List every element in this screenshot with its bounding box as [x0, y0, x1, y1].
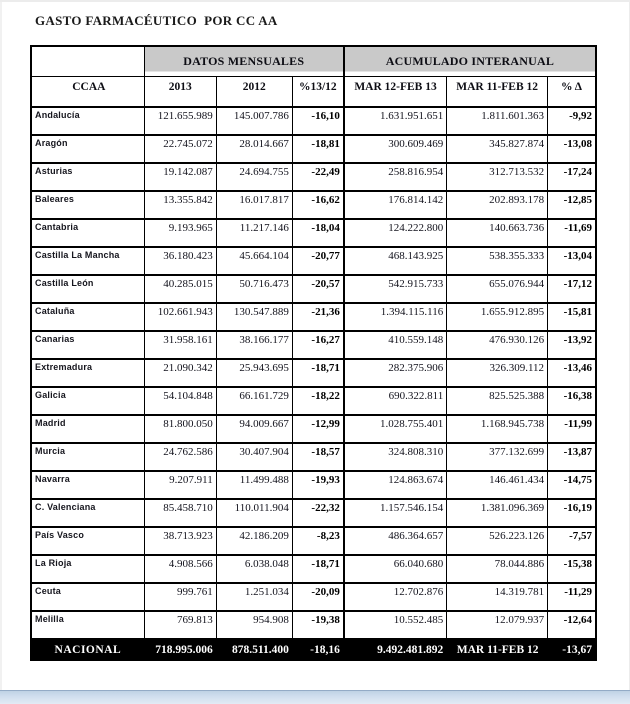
- data-cell: 345.827.874: [447, 135, 548, 163]
- total-cell: 718.995.006: [144, 639, 216, 660]
- column-header: CCAA: [31, 76, 144, 107]
- data-cell: 9.207.911: [144, 471, 216, 499]
- data-cell: 9.193.965: [144, 219, 216, 247]
- row-label: Extremadura: [31, 359, 144, 387]
- data-cell: 145.007.786: [216, 107, 292, 135]
- data-cell: -20,57: [292, 275, 343, 303]
- data-cell: 258.816.954: [344, 163, 447, 191]
- column-header: % Δ: [548, 76, 596, 107]
- row-label: Navarra: [31, 471, 144, 499]
- data-cell: 176.814.142: [344, 191, 447, 219]
- column-header: MAR 12-FEB 13: [344, 76, 447, 107]
- row-label: País Vasco: [31, 527, 144, 555]
- data-cell: 140.663.736: [447, 219, 548, 247]
- table-row: [31, 443, 596, 471]
- row-label: Andalucía: [31, 107, 144, 135]
- data-cell: -15,81: [548, 303, 596, 331]
- data-cell: 1.028.755.401: [344, 415, 447, 443]
- data-cell: -11,29: [548, 583, 596, 611]
- table-row: [31, 303, 596, 331]
- gasto-farmaceutico-table: [30, 45, 597, 661]
- data-cell: 1.811.601.363: [447, 107, 548, 135]
- data-cell: 24.762.586: [144, 443, 216, 471]
- data-cell: -21,36: [292, 303, 343, 331]
- table-row: [31, 471, 596, 499]
- data-cell: 45.664.104: [216, 247, 292, 275]
- data-cell: 94.009.667: [216, 415, 292, 443]
- window-bottom-strip: [0, 690, 630, 704]
- row-label: Ceuta: [31, 583, 144, 611]
- data-cell: 110.011.904: [216, 499, 292, 527]
- page-title: GASTO FARMACÉUTICO POR CC AA: [35, 13, 278, 28]
- data-cell: 38.713.923: [144, 527, 216, 555]
- data-cell: 300.609.469: [344, 135, 447, 163]
- data-cell: 1.394.115.116: [344, 303, 447, 331]
- table-row: [31, 611, 596, 639]
- data-cell: -19,93: [292, 471, 343, 499]
- table-row: [31, 555, 596, 583]
- data-cell: 10.552.485: [344, 611, 447, 639]
- table-row: [31, 191, 596, 219]
- table-row: [31, 107, 596, 135]
- data-cell: -22,49: [292, 163, 343, 191]
- column-header: 2012: [216, 76, 292, 107]
- row-label: Cantabria: [31, 219, 144, 247]
- data-cell: 6.038.048: [216, 555, 292, 583]
- data-cell: 38.166.177: [216, 331, 292, 359]
- data-cell: 690.322.811: [344, 387, 447, 415]
- table-row: [31, 359, 596, 387]
- data-cell: -13,92: [548, 331, 596, 359]
- data-cell: 326.309.112: [447, 359, 548, 387]
- data-cell: -13,04: [548, 247, 596, 275]
- row-label: La Rioja: [31, 555, 144, 583]
- data-cell: 954.908: [216, 611, 292, 639]
- data-cell: 538.355.333: [447, 247, 548, 275]
- data-cell: -18,22: [292, 387, 343, 415]
- group-header: DATOS MENSUALES: [144, 46, 344, 76]
- data-cell: -20,09: [292, 583, 343, 611]
- row-label: Cataluña: [31, 303, 144, 331]
- data-cell: 146.461.434: [447, 471, 548, 499]
- table-row: [31, 247, 596, 275]
- data-cell: 377.132.699: [447, 443, 548, 471]
- data-cell: -16,19: [548, 499, 596, 527]
- data-cell: 999.761: [144, 583, 216, 611]
- data-cell: 130.547.889: [216, 303, 292, 331]
- total-label: NACIONAL: [31, 639, 144, 660]
- data-cell: 1.655.912.895: [447, 303, 548, 331]
- data-cell: 102.661.943: [144, 303, 216, 331]
- table-footer: [31, 639, 596, 660]
- data-cell: -17,24: [548, 163, 596, 191]
- data-cell: 655.076.944: [447, 275, 548, 303]
- data-cell: 542.915.733: [344, 275, 447, 303]
- group-header: ACUMULADO INTERANUAL: [344, 46, 596, 76]
- row-label: Galicia: [31, 387, 144, 415]
- data-cell: -18,04: [292, 219, 343, 247]
- data-cell: 66.161.729: [216, 387, 292, 415]
- data-cell: -18,71: [292, 555, 343, 583]
- table-row: [31, 415, 596, 443]
- data-cell: 1.381.096.369: [447, 499, 548, 527]
- row-label: Canarias: [31, 331, 144, 359]
- table-row: [31, 219, 596, 247]
- data-cell: -17,12: [548, 275, 596, 303]
- data-cell: 40.285.015: [144, 275, 216, 303]
- row-label: Castilla La Mancha: [31, 247, 144, 275]
- row-label: C. Valenciana: [31, 499, 144, 527]
- data-cell: 1.168.945.738: [447, 415, 548, 443]
- row-label: Castilla León: [31, 275, 144, 303]
- data-cell: -13,46: [548, 359, 596, 387]
- data-cell: 81.800.050: [144, 415, 216, 443]
- table-row: [31, 163, 596, 191]
- total-row: [31, 639, 596, 660]
- data-cell: 476.930.126: [447, 331, 548, 359]
- data-cell: -7,57: [548, 527, 596, 555]
- row-label: Madrid: [31, 415, 144, 443]
- data-cell: -9,92: [548, 107, 596, 135]
- data-cell: 124.222.800: [344, 219, 447, 247]
- column-header-row: [31, 76, 596, 107]
- data-cell: -8,23: [292, 527, 343, 555]
- data-cell: 825.525.388: [447, 387, 548, 415]
- table-row: [31, 387, 596, 415]
- data-cell: 25.943.695: [216, 359, 292, 387]
- data-cell: 42.186.209: [216, 527, 292, 555]
- data-cell: 1.251.034: [216, 583, 292, 611]
- total-cell: 9.492.481.892: [344, 639, 447, 660]
- data-cell: -18,57: [292, 443, 343, 471]
- data-cell: 30.407.904: [216, 443, 292, 471]
- total-cell: MAR 11-FEB 12: [447, 639, 548, 660]
- data-cell: 11.217.146: [216, 219, 292, 247]
- data-cell: 16.017.817: [216, 191, 292, 219]
- data-cell: 22.745.072: [144, 135, 216, 163]
- table-row: [31, 275, 596, 303]
- group-header-spacer: [31, 46, 144, 76]
- data-cell: 24.694.755: [216, 163, 292, 191]
- data-cell: -16,62: [292, 191, 343, 219]
- data-cell: -12,99: [292, 415, 343, 443]
- data-cell: -13,08: [548, 135, 596, 163]
- table-row: [31, 135, 596, 163]
- total-cell: 878.511.400: [216, 639, 292, 660]
- data-cell: 282.375.906: [344, 359, 447, 387]
- data-cell: 36.180.423: [144, 247, 216, 275]
- row-label: Baleares: [31, 191, 144, 219]
- data-cell: -22,32: [292, 499, 343, 527]
- table-body: [31, 107, 596, 639]
- data-cell: 526.223.126: [447, 527, 548, 555]
- data-cell: 21.090.342: [144, 359, 216, 387]
- table-header: [31, 46, 596, 107]
- data-cell: -12,85: [548, 191, 596, 219]
- data-cell: 78.044.886: [447, 555, 548, 583]
- data-cell: 312.713.532: [447, 163, 548, 191]
- data-cell: 121.655.989: [144, 107, 216, 135]
- data-cell: -16,38: [548, 387, 596, 415]
- row-label: Murcia: [31, 443, 144, 471]
- data-cell: 410.559.148: [344, 331, 447, 359]
- data-cell: 54.104.848: [144, 387, 216, 415]
- group-header-row: [31, 46, 596, 76]
- data-cell: 11.499.488: [216, 471, 292, 499]
- row-label: Asturias: [31, 163, 144, 191]
- data-cell: 14.319.781: [447, 583, 548, 611]
- column-header: MAR 11-FEB 12: [447, 76, 548, 107]
- data-cell: 124.863.674: [344, 471, 447, 499]
- data-cell: 468.143.925: [344, 247, 447, 275]
- total-cell: -13,67: [548, 639, 596, 660]
- row-label: Aragón: [31, 135, 144, 163]
- data-cell: -11,99: [548, 415, 596, 443]
- data-cell: 12.079.937: [447, 611, 548, 639]
- data-cell: 85.458.710: [144, 499, 216, 527]
- data-cell: -19,38: [292, 611, 343, 639]
- data-cell: 31.958.161: [144, 331, 216, 359]
- data-cell: -16,10: [292, 107, 343, 135]
- row-label: Melilla: [31, 611, 144, 639]
- data-cell: -11,69: [548, 219, 596, 247]
- data-cell: -18,71: [292, 359, 343, 387]
- data-cell: 28.014.667: [216, 135, 292, 163]
- data-cell: 486.364.657: [344, 527, 447, 555]
- data-cell: 12.702.876: [344, 583, 447, 611]
- data-cell: 769.813: [144, 611, 216, 639]
- table-row: [31, 499, 596, 527]
- data-cell: 202.893.178: [447, 191, 548, 219]
- data-cell: -18,81: [292, 135, 343, 163]
- data-cell: 1.631.951.651: [344, 107, 447, 135]
- data-cell: 50.716.473: [216, 275, 292, 303]
- data-cell: -14,75: [548, 471, 596, 499]
- table-row: [31, 583, 596, 611]
- data-cell: -12,64: [548, 611, 596, 639]
- data-cell: -13,87: [548, 443, 596, 471]
- data-cell: -20,77: [292, 247, 343, 275]
- data-cell: 324.808.310: [344, 443, 447, 471]
- column-header: 2013: [144, 76, 216, 107]
- data-cell: 13.355.842: [144, 191, 216, 219]
- data-cell: 19.142.087: [144, 163, 216, 191]
- total-cell: -18,16: [292, 639, 343, 660]
- data-cell: 4.908.566: [144, 555, 216, 583]
- table-row: [31, 527, 596, 555]
- data-cell: 1.157.546.154: [344, 499, 447, 527]
- table-row: [31, 331, 596, 359]
- data-cell: 66.040.680: [344, 555, 447, 583]
- data-cell: -15,38: [548, 555, 596, 583]
- column-header: %13/12: [292, 76, 343, 107]
- data-cell: -16,27: [292, 331, 343, 359]
